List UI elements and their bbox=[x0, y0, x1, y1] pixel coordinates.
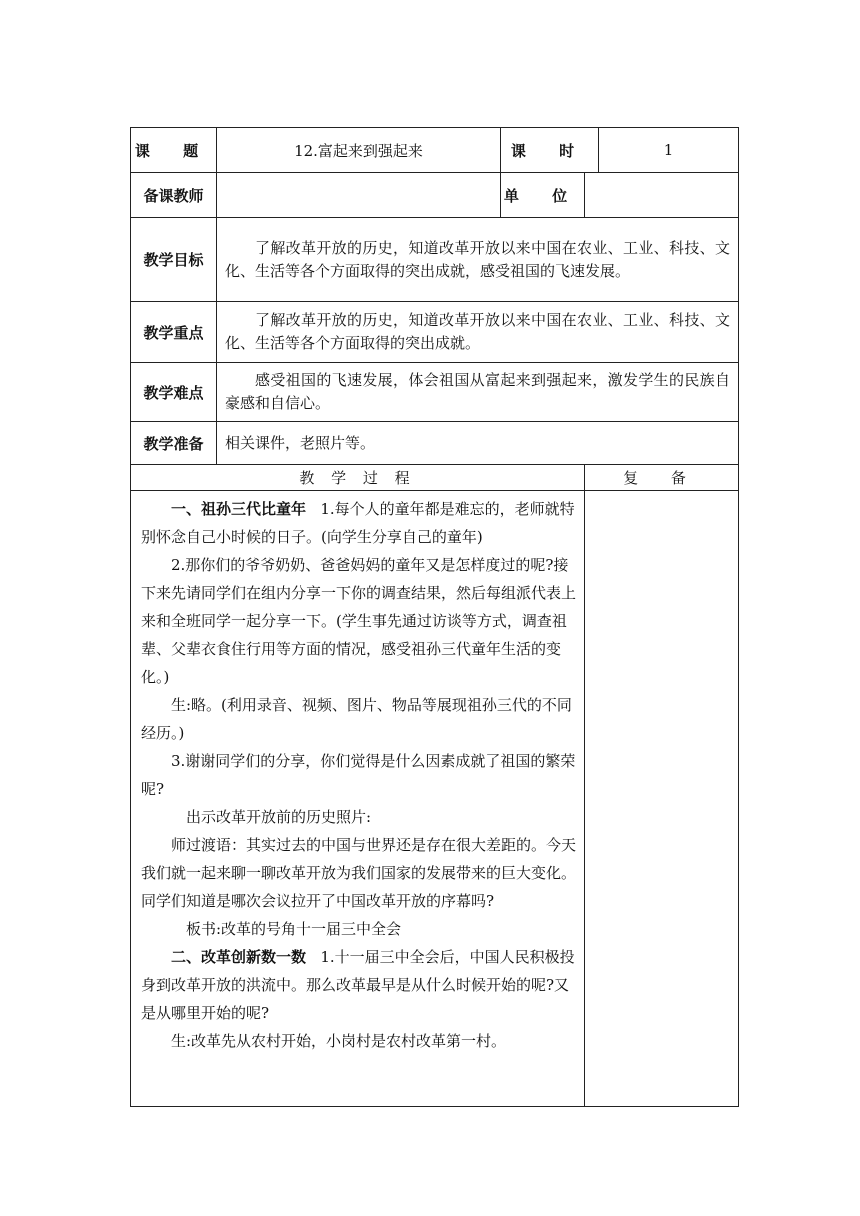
paragraph-9: 生:改革先从农村开始，小岗村是农村改革第一村。 bbox=[171, 1032, 507, 1050]
goal-text: 了解改革开放的历史，知道改革开放以来中国在农业、工业、科技、文化、生活等各个方面取得的突出成就，感受祖国的飞速发展。 bbox=[217, 218, 739, 302]
key-row bbox=[131, 302, 739, 363]
topic-value: 12.富起来到强起来 bbox=[217, 128, 501, 173]
paragraph-3: 生:略。(利用录音、视频、图片、物品等展现祖孙三代的不同经历。) bbox=[141, 696, 572, 742]
teacher-value bbox=[217, 173, 501, 218]
prep-text: 相关课件，老照片等。 bbox=[217, 422, 739, 465]
topic-row bbox=[131, 128, 739, 173]
key-text: 了解改革开放的历史，知道改革开放以来中国在农业、工业、科技、文化、生活等各个方面取得的突出成就。 bbox=[217, 302, 739, 363]
key-label: 教学重点 bbox=[131, 302, 217, 363]
unit-label: 单 位 bbox=[501, 173, 585, 218]
unit-value bbox=[585, 173, 739, 218]
paragraph-4: 3.谢谢同学们的分享，你们觉得是什么因素成就了祖国的繁荣呢? bbox=[141, 752, 576, 798]
section-1-title: 一、祖孙三代比童年 bbox=[171, 500, 307, 518]
paragraph-7: 板书:改革的号角十一届三中全会 bbox=[186, 920, 402, 938]
process-content bbox=[131, 491, 585, 1107]
teacher-row bbox=[131, 173, 739, 218]
prep-label: 教学准备 bbox=[131, 422, 217, 465]
goal-label: 教学目标 bbox=[131, 218, 217, 302]
difficulty-label: 教学难点 bbox=[131, 363, 217, 422]
hours-value: 1 bbox=[599, 128, 739, 173]
difficulty-row bbox=[131, 363, 739, 422]
paragraph-2: 2.那你们的爷爷奶奶、爸爸妈妈的童年又是怎样度过的呢?接下来先请同学们在组内分享一下你的调查结果，然后每组派代表上来和全班同学一起分享一下。(学生事先通过访谈等方式，调查祖辈、父辈衣食住行用等方面的情况，感受祖孙三代童年生活的变化。) bbox=[141, 556, 577, 686]
hours-label: 课 时 bbox=[501, 128, 599, 173]
goal-row bbox=[131, 218, 739, 302]
process-header-row bbox=[131, 465, 739, 491]
review-column bbox=[585, 491, 739, 1107]
paragraph-1: 一、祖孙三代比童年 1.每个人的童年都是难忘的，老师就特别怀念自己小时候的日子。(向学生分享自己的童年) bbox=[141, 500, 575, 546]
paragraph-6: 师过渡语：其实过去的中国与世界还是存在很大差距的。今天我们就一起来聊一聊改革开放为我们国家的发展带来的巨大变化。同学们知道是哪次会议拉开了中国改革开放的序幕吗? bbox=[141, 836, 577, 910]
paragraph-8: 二、改革创新数一数 1.十一届三中全会后，中国人民积极投身到改革开放的洪流中。那么改革最早是从什么时候开始的呢?又是从哪里开始的呢? bbox=[141, 948, 575, 1022]
process-body-row bbox=[131, 491, 739, 1107]
review-title: 复 备 bbox=[585, 465, 739, 491]
section-2-title: 二、改革创新数一数 bbox=[171, 948, 307, 966]
lesson-plan-page bbox=[130, 127, 738, 1107]
topic-label: 课 题 bbox=[131, 128, 217, 173]
paragraph-5: 出示改革开放前的历史照片: bbox=[186, 808, 372, 826]
process-title: 教 学 过 程 bbox=[131, 465, 585, 491]
lesson-plan-table bbox=[130, 127, 739, 1107]
prep-row bbox=[131, 422, 739, 465]
difficulty-text: 感受祖国的飞速发展，体会祖国从富起来到强起来，激发学生的民族自豪感和自信心。 bbox=[217, 363, 739, 422]
teacher-label: 备课教师 bbox=[131, 173, 217, 218]
